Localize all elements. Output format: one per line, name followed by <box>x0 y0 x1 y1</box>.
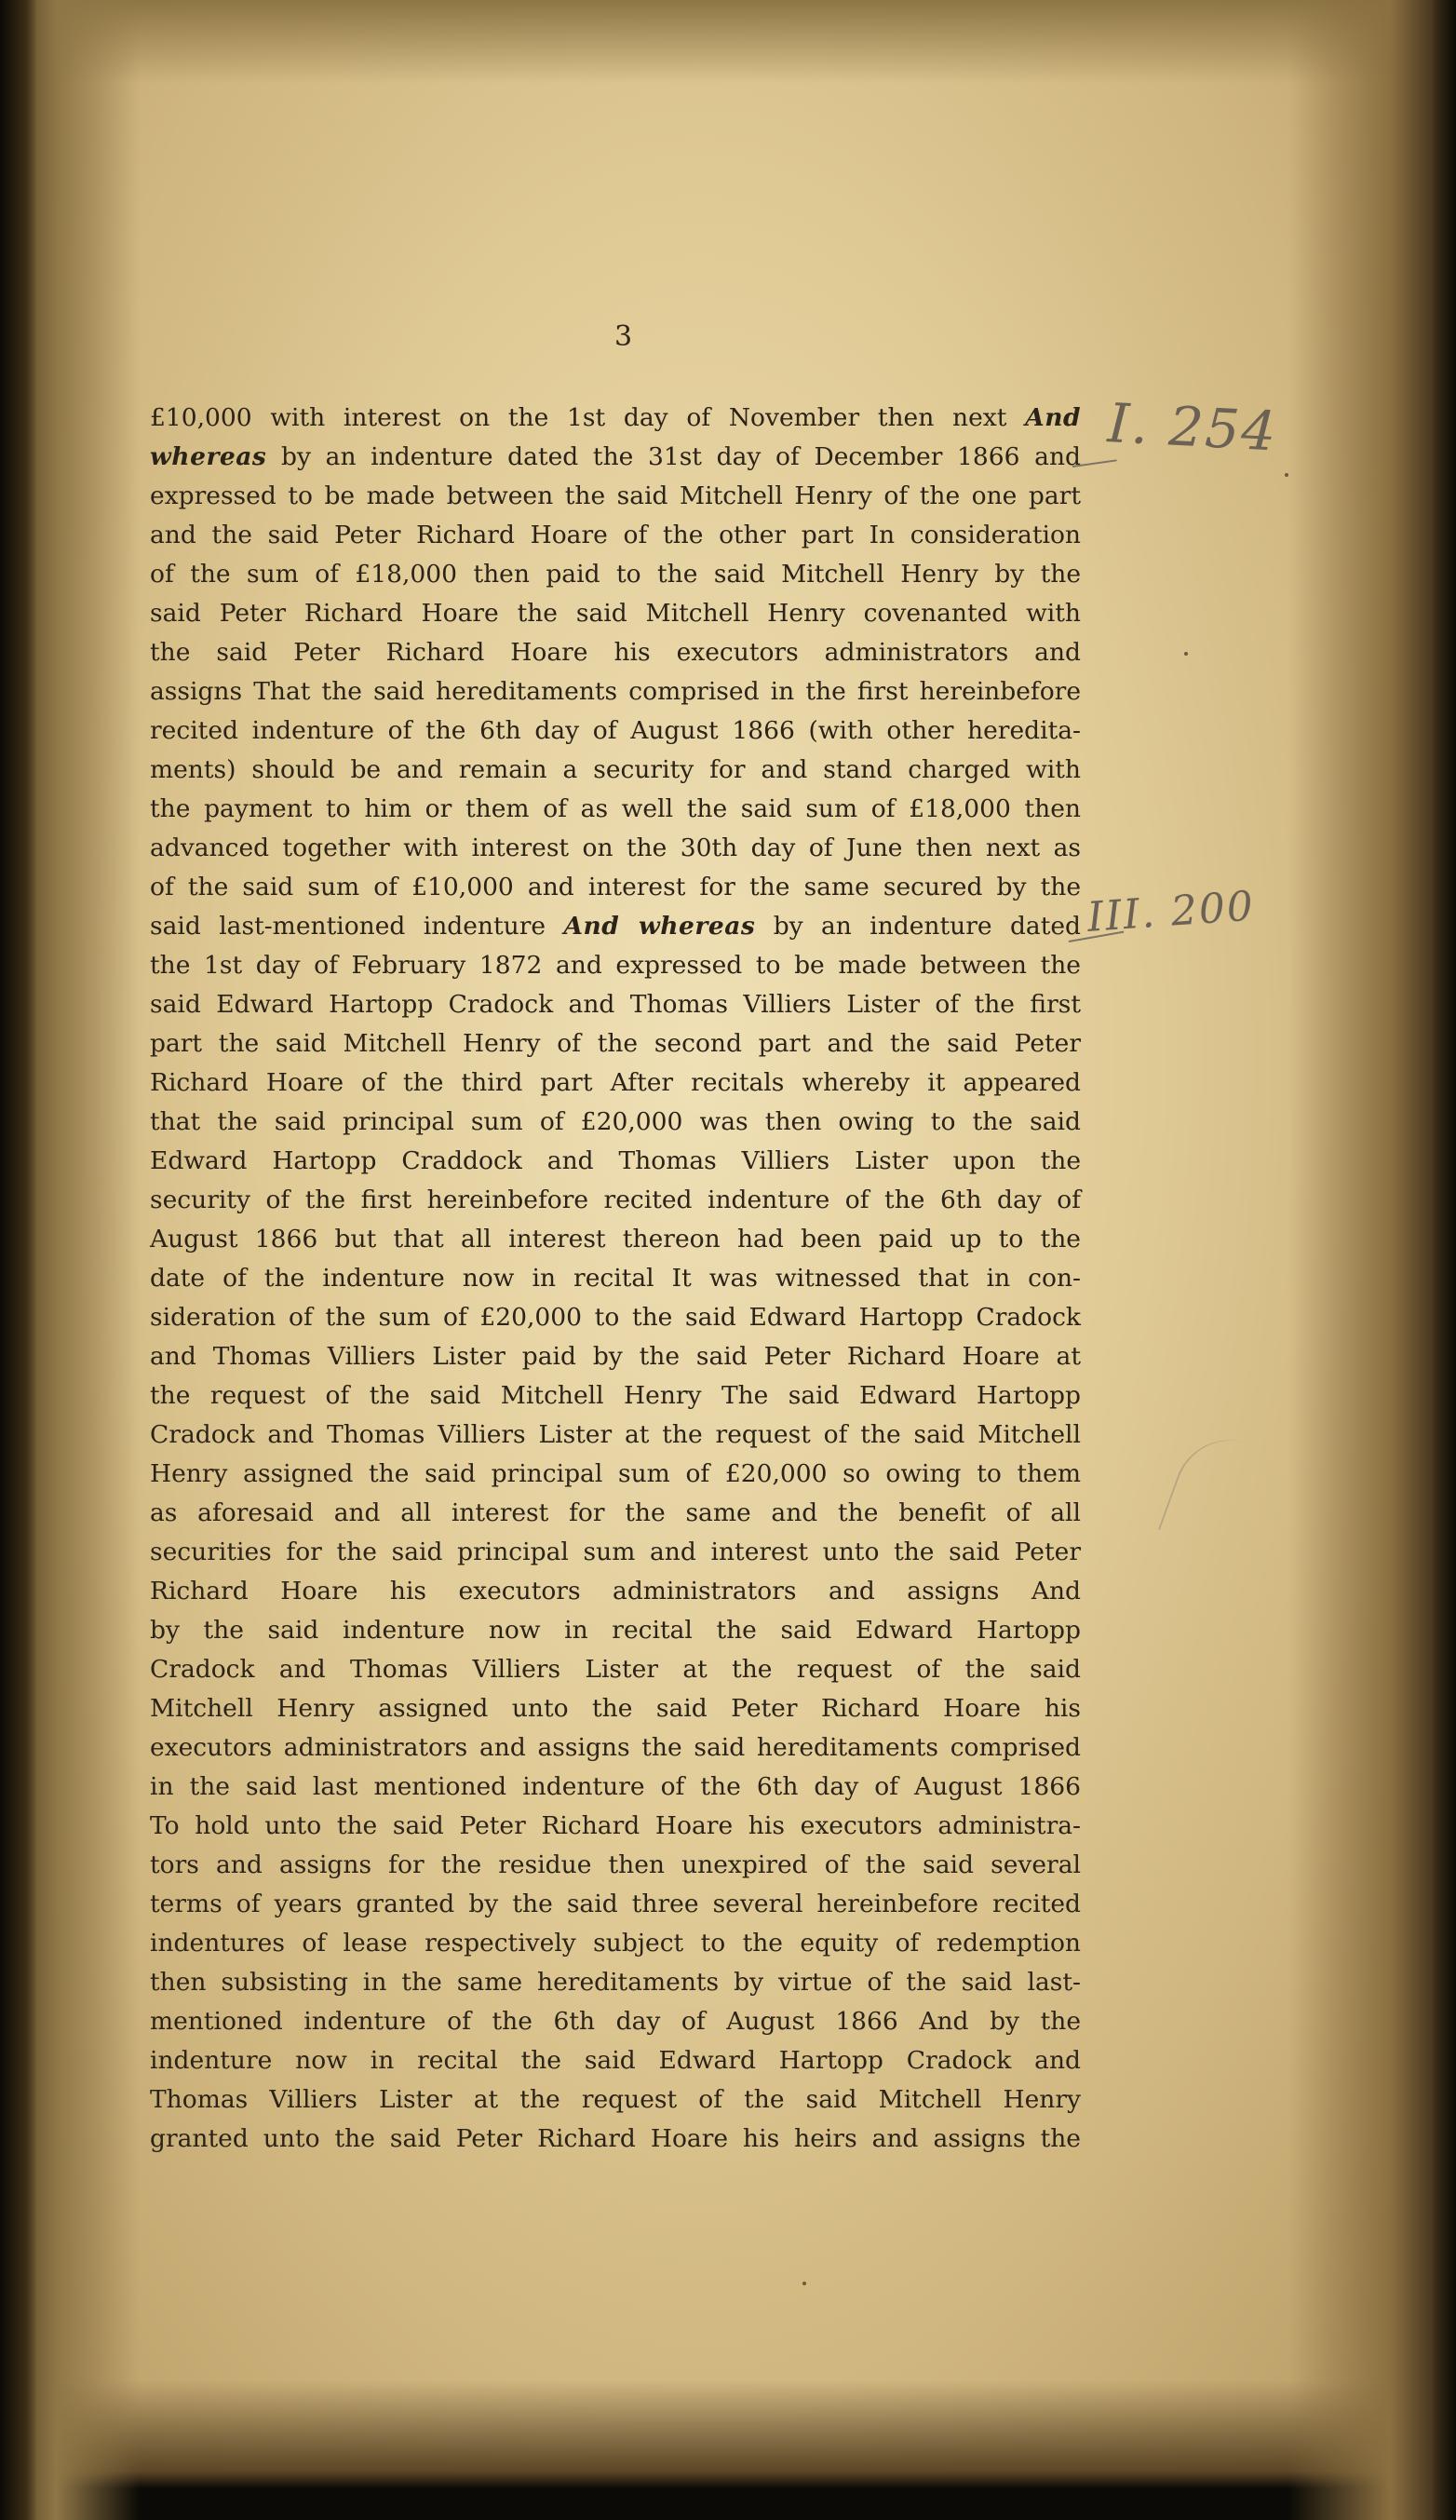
pencil-mark <box>1158 1425 1268 1556</box>
paper-speck <box>1285 473 1288 477</box>
text-line: mentioned indenture of the 6th day of August 1866 And by the <box>150 2007 1081 2036</box>
text-line: Cradock and Thomas Villiers Lister at the request of the said Mitchell <box>150 1420 1081 1449</box>
text-line: said last-mentioned indenture And whereas by an indenture dated <box>150 912 1082 941</box>
page-number: 3 <box>613 320 634 353</box>
text-line: £10,000 with interest on the 1st day of November then next And <box>150 403 1081 432</box>
body-text <box>150 399 1081 2159</box>
text-line: indentures of lease respectively subject to the equity of redemption <box>150 1929 1081 1958</box>
text-line: the said Peter Richard Hoare his executors administrators and <box>150 638 1081 667</box>
text-line: of the said sum of £10,000 and interest for the same secured by the <box>150 873 1081 901</box>
text-line: Edward Hartopp Craddock and Thomas Villiers Lister upon the <box>150 1146 1081 1175</box>
text-line: terms of years granted by the said three several hereinbefore recited <box>150 1890 1081 1918</box>
text-line: Thomas Villiers Lister at the request of the said Mitchell Henry <box>150 2085 1081 2114</box>
text-line: assigns That the said hereditaments comprised in the first hereinbefore <box>150 677 1081 706</box>
text-line: said Edward Hartopp Cradock and Thomas Villiers Lister of the first <box>150 990 1081 1019</box>
text-line: indenture now in recital the said Edward Hartopp Cradock and <box>150 2046 1081 2075</box>
paper-speck <box>802 2282 806 2285</box>
text-line: To hold unto the said Peter Richard Hoare his executors administra- <box>150 1811 1081 1840</box>
text-line: expressed to be made between the said Mitchell Henry of the one part <box>150 481 1081 510</box>
binding-shadow <box>0 0 37 2520</box>
text-line: part the said Mitchell Henry of the second part and the said Peter <box>150 1029 1081 1058</box>
text-line: recited indenture of the 6th day of August 1866 (with other heredita- <box>150 716 1081 745</box>
text-line: Mitchell Henry assigned unto the said Peter Richard Hoare his <box>150 1694 1081 1723</box>
text-line: ments) should be and remain a security for and stand charged with <box>150 755 1081 784</box>
margin-note: I. 254 <box>1106 391 1280 464</box>
text-line: the 1st day of February 1872 and expressed to be made between the <box>150 951 1081 980</box>
text-line: Richard Hoare his executors administrators and assigns And <box>150 1577 1081 1605</box>
text-line: Henry assigned the said principal sum of £20,000 so owing to them <box>150 1459 1081 1488</box>
text-line: in the said last mentioned indenture of the 6th day of August 1866 <box>150 1772 1081 1801</box>
text-line: date of the indenture now in recital It was witnessed that in con- <box>150 1264 1081 1293</box>
gothic-whereas: whereas <box>150 442 267 471</box>
text-line: sideration of the sum of £20,000 to the said Edward Hartopp Cradock <box>150 1303 1081 1332</box>
margin-note: III. 200 <box>1085 882 1257 942</box>
text-line: of the sum of £18,000 then paid to the said Mitchell Henry by the <box>150 560 1081 589</box>
text-line: Cradock and Thomas Villiers Lister at the request of the said <box>150 1655 1081 1684</box>
text-line: and Thomas Villiers Lister paid by the said Peter Richard Hoare at <box>150 1342 1081 1371</box>
gothic-and: And <box>1025 403 1081 432</box>
text-line: Richard Hoare of the third part After recitals whereby it appeared <box>150 1068 1081 1097</box>
text-line: advanced together with interest on the 30th day of June then next as <box>150 833 1081 862</box>
text-line: and the said Peter Richard Hoare of the other part In consideration <box>150 521 1081 549</box>
text-line: tors and assigns for the residue then unexpired of the said several <box>150 1850 1081 1879</box>
text-line: securities for the said principal sum and interest unto the said Peter <box>150 1538 1081 1566</box>
text-line: August 1866 but that all interest thereon had been paid up to the <box>150 1225 1081 1253</box>
paper-speck <box>1184 652 1188 656</box>
text-line: as aforesaid and all interest for the same and the benefit of all <box>150 1498 1081 1527</box>
text-line: whereas by an indenture dated the 31st day of December 1866 and <box>150 442 1081 471</box>
text-line: that the said principal sum of £20,000 was then owing to the said <box>150 1107 1081 1136</box>
text-line: then subsisting in the same hereditaments by virtue of the said last- <box>150 1968 1081 1997</box>
gothic-and-whereas: And whereas <box>563 912 756 941</box>
text-line: executors administrators and assigns the said hereditaments comprised <box>150 1733 1081 1762</box>
text-line: the payment to him or them of as well the said sum of £18,000 then <box>150 794 1081 823</box>
text-line: by the said indenture now in recital the said Edward Hartopp <box>150 1616 1081 1645</box>
page-edge <box>1432 0 1456 2520</box>
text-line: the request of the said Mitchell Henry The said Edward Hartopp <box>150 1381 1081 1410</box>
text-line: granted unto the said Peter Richard Hoare his heirs and assigns the <box>150 2124 1081 2153</box>
text-line: said Peter Richard Hoare the said Mitchell Henry covenanted with <box>150 599 1081 628</box>
text-line: security of the first hereinbefore recited indenture of the 6th day of <box>150 1185 1081 1214</box>
